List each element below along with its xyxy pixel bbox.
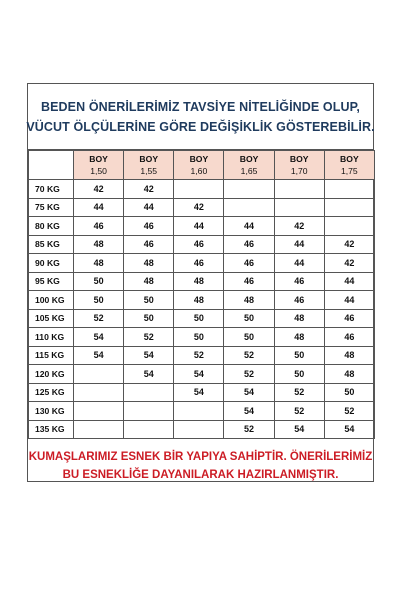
size-cell: 50 (124, 291, 174, 310)
size-cell: 52 (124, 328, 174, 347)
size-cell: 42 (174, 198, 224, 217)
size-cell: 54 (74, 328, 124, 347)
table-row (29, 291, 375, 310)
table-row (29, 365, 375, 384)
size-cell: 54 (324, 420, 374, 439)
size-cell (174, 420, 224, 439)
size-cell: 54 (174, 365, 224, 384)
size-chart-frame (27, 83, 374, 482)
weight-cell: 95 KG (29, 272, 74, 291)
size-cell: 48 (74, 235, 124, 254)
boy-label: BOY (289, 154, 309, 164)
height-value: 1,75 (340, 166, 358, 176)
size-cell: 42 (274, 217, 324, 236)
size-cell (74, 402, 124, 421)
size-cell: 48 (124, 254, 174, 273)
size-cell: 50 (174, 309, 224, 328)
weight-cell: 75 KG (29, 198, 74, 217)
size-cell: 46 (274, 272, 324, 291)
size-cell: 48 (324, 365, 374, 384)
size-cell (74, 420, 124, 439)
boy-label: BOY (139, 154, 159, 164)
weight-cell: 80 KG (29, 217, 74, 236)
size-cell: 54 (74, 346, 124, 365)
size-cell: 46 (174, 254, 224, 273)
size-cell: 52 (224, 346, 274, 365)
table-row (29, 420, 375, 439)
size-cell: 46 (74, 217, 124, 236)
weight-cell: 100 KG (29, 291, 74, 310)
footer-line-1: KUMAŞLARIMIZ ESNEK BİR YAPIYA SAHİPTİR. ÖNERİLERİMİZ (28, 451, 373, 463)
size-cell: 52 (224, 420, 274, 439)
boy-label: BOY (189, 154, 209, 164)
size-cell: 54 (174, 383, 224, 402)
height-column-header (224, 151, 274, 180)
size-cell: 42 (124, 180, 174, 199)
size-cell: 54 (124, 365, 174, 384)
size-cell: 52 (274, 402, 324, 421)
size-cell: 46 (324, 328, 374, 347)
size-cell (274, 180, 324, 199)
size-cell (74, 383, 124, 402)
size-cell (274, 198, 324, 217)
size-cell (224, 198, 274, 217)
height-column-header (274, 151, 324, 180)
size-cell: 44 (174, 217, 224, 236)
height-column-header (124, 151, 174, 180)
size-cell: 46 (224, 272, 274, 291)
weight-cell: 105 KG (29, 309, 74, 328)
size-cell: 44 (324, 291, 374, 310)
height-value: 1,55 (140, 166, 158, 176)
size-cell: 50 (324, 383, 374, 402)
table-row (29, 235, 375, 254)
height-value: 1,65 (240, 166, 258, 176)
size-cell: 44 (274, 254, 324, 273)
size-cell: 44 (324, 272, 374, 291)
weight-cell: 110 KG (29, 328, 74, 347)
size-cell: 52 (274, 383, 324, 402)
boy-label: BOY (89, 154, 108, 164)
size-cell: 54 (224, 383, 274, 402)
table-row (29, 254, 375, 273)
size-cell: 52 (224, 365, 274, 384)
table-row (29, 309, 375, 328)
size-cell: 48 (324, 346, 374, 365)
size-cell (324, 217, 374, 236)
table-row (29, 346, 375, 365)
weight-cell: 90 KG (29, 254, 74, 273)
height-value: 1,70 (290, 166, 308, 176)
size-cell: 48 (174, 272, 224, 291)
size-cell (124, 383, 174, 402)
size-cell (74, 365, 124, 384)
size-cell: 44 (124, 198, 174, 217)
height-header-row (29, 151, 375, 180)
weight-cell: 130 KG (29, 402, 74, 421)
size-cell: 46 (174, 235, 224, 254)
size-cell: 52 (74, 309, 124, 328)
size-cell (124, 402, 174, 421)
height-column-header (74, 151, 124, 180)
size-cell (124, 420, 174, 439)
size-cell: 42 (324, 254, 374, 273)
size-table (28, 150, 375, 439)
size-cell: 46 (224, 254, 274, 273)
size-table-body (29, 180, 375, 439)
header-line-1: BEDEN ÖNERİLERİMİZ TAVSİYE NİTELİĞİNDE OLUP, (40, 99, 360, 114)
size-cell: 48 (274, 309, 324, 328)
boy-label: BOY (239, 154, 259, 164)
table-row (29, 383, 375, 402)
height-value: 1,50 (90, 166, 107, 176)
weight-cell: 120 KG (29, 365, 74, 384)
height-value: 1,60 (190, 166, 208, 176)
table-row (29, 272, 375, 291)
size-cell: 42 (74, 180, 124, 199)
size-cell: 48 (224, 291, 274, 310)
size-cell: 48 (124, 272, 174, 291)
size-cell: 46 (124, 217, 174, 236)
size-cell: 48 (174, 291, 224, 310)
chart-header (28, 84, 373, 150)
table-row (29, 180, 375, 199)
size-cell: 52 (324, 402, 374, 421)
table-row (29, 217, 375, 236)
size-cell: 52 (174, 346, 224, 365)
weight-cell: 85 KG (29, 235, 74, 254)
size-cell: 48 (274, 328, 324, 347)
size-cell: 50 (274, 346, 324, 365)
size-cell: 46 (274, 291, 324, 310)
weight-cell: 135 KG (29, 420, 74, 439)
size-cell: 54 (124, 346, 174, 365)
size-cell (224, 180, 274, 199)
size-cell (324, 180, 374, 199)
table-row (29, 328, 375, 347)
size-cell: 48 (74, 254, 124, 273)
table-row (29, 402, 375, 421)
table-row (29, 198, 375, 217)
size-cell: 44 (274, 235, 324, 254)
size-cell: 44 (224, 217, 274, 236)
weight-cell: 125 KG (29, 383, 74, 402)
size-cell: 42 (324, 235, 374, 254)
size-cell: 54 (274, 420, 324, 439)
height-column-header (174, 151, 224, 180)
footer-line-2: BU ESNEKLİĞE DAYANILARAK HAZIRLANMIŞTIR. (62, 469, 339, 481)
weight-cell: 70 KG (29, 180, 74, 199)
size-cell: 50 (224, 309, 274, 328)
size-cell: 46 (224, 235, 274, 254)
size-cell: 44 (74, 198, 124, 217)
size-cell: 46 (124, 235, 174, 254)
size-cell: 50 (174, 328, 224, 347)
size-cell (174, 402, 224, 421)
size-cell: 46 (324, 309, 374, 328)
height-column-header (324, 151, 374, 180)
size-cell: 50 (74, 272, 124, 291)
chart-footer (28, 448, 373, 484)
header-line-2: VÜCUT ÖLÇÜLERİNE GÖRE DEĞİŞİKLİK GÖSTEREBİLİR. (26, 119, 375, 134)
boy-label: BOY (340, 154, 359, 164)
size-cell: 50 (124, 309, 174, 328)
size-cell (174, 180, 224, 199)
size-cell (324, 198, 374, 217)
size-cell: 50 (274, 365, 324, 384)
size-cell: 50 (74, 291, 124, 310)
weight-cell: 115 KG (29, 346, 74, 365)
corner-cell (29, 151, 74, 180)
size-cell: 54 (224, 402, 274, 421)
size-cell: 50 (224, 328, 274, 347)
